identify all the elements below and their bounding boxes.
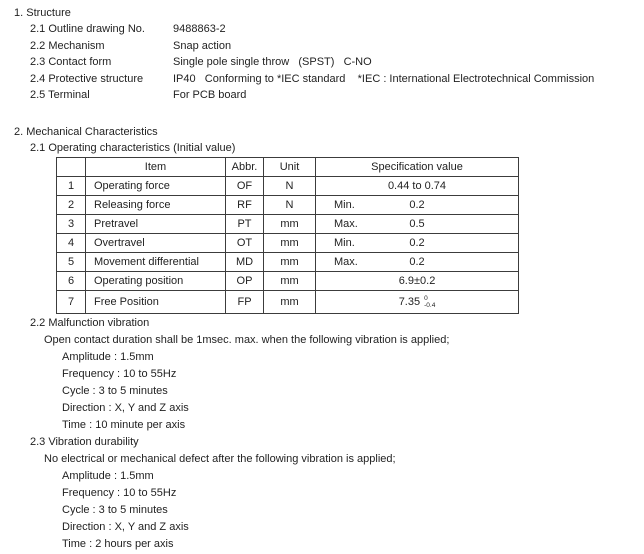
table-row (57, 272, 519, 291)
spec-cell (316, 272, 519, 291)
unit-cell: mm (264, 234, 316, 253)
vibration-durability-heading: 2.3 Vibration durability (30, 436, 139, 448)
list-item: Cycle : 3 to 5 minutes (62, 385, 168, 397)
unit-cell: mm (264, 253, 316, 272)
structure-value: Single pole single throw (SPST) C-NO (173, 56, 372, 69)
list-item: Direction : X, Y and Z axis (62, 521, 189, 533)
spec-cell (316, 253, 519, 272)
list-item: Amplitude : 1.5mm (62, 470, 154, 482)
col-header-unit: Unit (264, 158, 316, 177)
operating-characteristics-table (56, 157, 519, 314)
list-item: Direction : X, Y and Z axis (62, 402, 189, 414)
row-number: 4 (57, 234, 86, 253)
unit-cell: mm (264, 215, 316, 234)
spec-value-with-tolerance (316, 295, 518, 309)
table-row (57, 253, 519, 272)
row-number: 7 (57, 291, 86, 314)
tolerance-upper: 0 (424, 295, 428, 302)
structure-label: 2.1 Outline drawing No. (30, 23, 145, 35)
abbr-cell: OF (226, 177, 264, 196)
structure-value: For PCB board (173, 89, 247, 102)
qualifier-label: Max. (334, 218, 358, 230)
item-cell: Releasing force (86, 196, 226, 215)
table-row (57, 196, 519, 215)
structure-value: IP40 Conforming to *IEC standard *IEC : International Electrotechnical Commission (173, 72, 595, 85)
list-item: Frequency : 10 to 55Hz (62, 368, 177, 380)
structure-row (30, 71, 594, 88)
unit-cell: N (264, 196, 316, 215)
list-item: Cycle : 3 to 5 minutes (62, 504, 168, 516)
table-row (57, 177, 519, 196)
operating-characteristics-heading: 2.1 Operating characteristics (Initial value) (30, 142, 236, 154)
spec-cell (316, 234, 519, 253)
spec-cell (316, 177, 519, 196)
row-number: 5 (57, 253, 86, 272)
abbr-cell: OP (226, 272, 264, 291)
qualifier-label: Min. (334, 199, 355, 211)
row-number: 6 (57, 272, 86, 291)
list-item: Time : 10 minute per axis (62, 419, 186, 431)
list-item: Time : 2 hours per axis (62, 538, 174, 550)
spec-value: 6.9±0.2 (398, 275, 436, 287)
qualifier-label: Max. (334, 256, 358, 268)
tolerance-stack (424, 295, 435, 309)
row-number: 3 (57, 215, 86, 234)
item-cell: Overtravel (86, 234, 226, 253)
unit-cell: mm (264, 272, 316, 291)
table-row (57, 215, 519, 234)
abbr-cell: RF (226, 196, 264, 215)
row-number: 2 (57, 196, 86, 215)
item-cell: Operating force (86, 177, 226, 196)
table-row (57, 234, 519, 253)
table-header-row (57, 158, 519, 177)
spec-value: 0.2 (409, 256, 425, 268)
structure-row (30, 54, 594, 71)
row-number: 1 (57, 177, 86, 196)
item-cell: Operating position (86, 272, 226, 291)
spec-cell (316, 291, 519, 314)
structure-row (30, 21, 594, 38)
abbr-cell: MD (226, 253, 264, 272)
structure-row (30, 87, 594, 104)
list-item: Frequency : 10 to 55Hz (62, 487, 177, 499)
spec-value: 0.2 (409, 199, 425, 211)
vibration-durability-intro: No electrical or mechanical defect after the following vibration is applied; (44, 453, 396, 465)
qualifier-label: Min. (334, 237, 355, 249)
malfunction-vibration-intro: Open contact duration shall be 1msec. max. when the following vibration is applied; (44, 334, 450, 346)
structure-value: Snap action (173, 39, 232, 52)
section-mechanical-heading: 2. Mechanical Characteristics (14, 126, 158, 138)
spec-value: 0.44 to 0.74 (387, 180, 447, 192)
structure-rows (30, 21, 594, 104)
list-item: Amplitude : 1.5mm (62, 351, 154, 363)
item-cell: Free Position (86, 291, 226, 314)
spec-cell (316, 215, 519, 234)
structure-label: 2.2 Mechanism (30, 39, 105, 52)
spec-cell (316, 196, 519, 215)
unit-cell: mm (264, 291, 316, 314)
table-row (57, 291, 519, 314)
abbr-cell: PT (226, 215, 264, 234)
item-cell: Movement differential (86, 253, 226, 272)
abbr-cell: OT (226, 234, 264, 253)
structure-row (30, 38, 594, 55)
structure-label: 2.4 Protective structure (30, 72, 144, 85)
spec-value: 0.2 (409, 237, 425, 249)
abbr-cell: FP (226, 291, 264, 314)
spec-value: 7.35 (398, 295, 421, 308)
col-header-item: Item (86, 158, 226, 177)
structure-label: 2.3 Contact form (30, 56, 112, 69)
unit-cell: N (264, 177, 316, 196)
col-header-no (57, 158, 86, 177)
section-structure-heading: 1. Structure (14, 7, 71, 19)
malfunction-vibration-list (62, 349, 189, 434)
item-cell: Pretravel (86, 215, 226, 234)
tolerance-lower: -0.4 (424, 302, 436, 309)
malfunction-vibration-heading: 2.2 Malfunction vibration (30, 317, 150, 329)
col-header-abbr: Abbr. (226, 158, 264, 177)
col-header-spec: Specification value (316, 158, 519, 177)
spec-value: 0.5 (409, 218, 425, 230)
structure-label: 2.5 Terminal (30, 89, 90, 102)
structure-value: 9488863-2 (173, 23, 226, 35)
vibration-durability-list (62, 468, 189, 553)
